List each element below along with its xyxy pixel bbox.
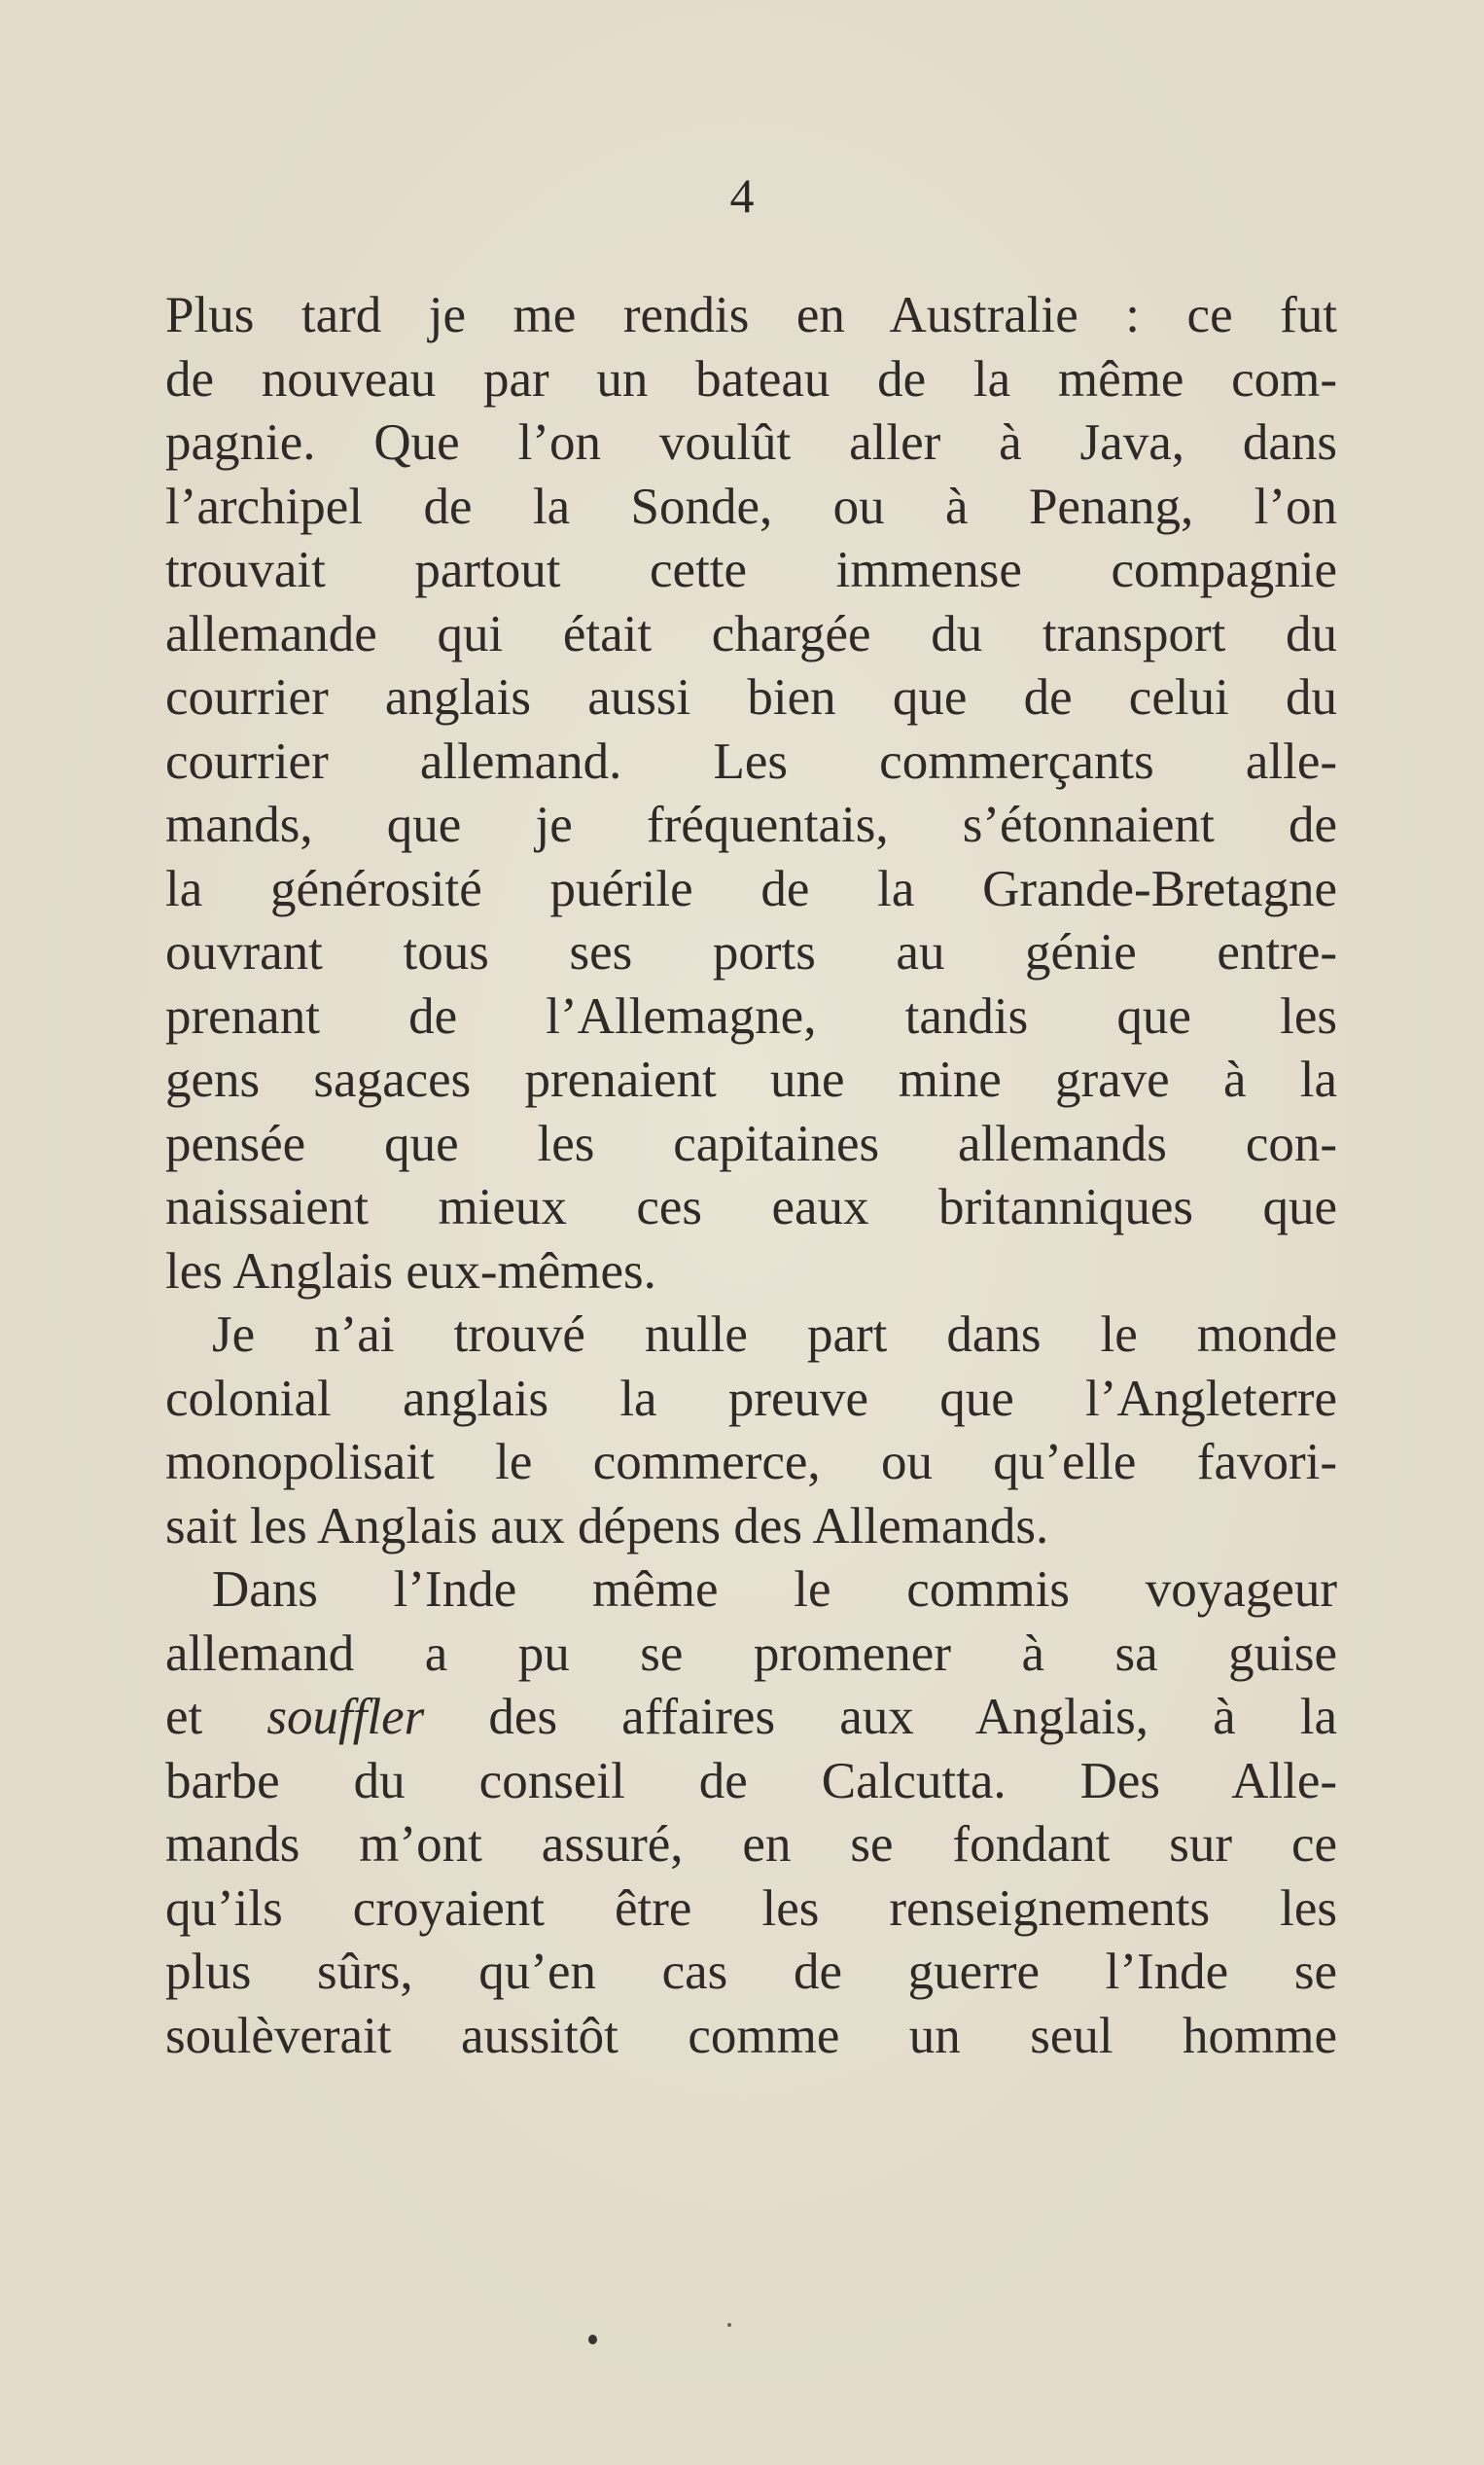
text-line: mands m’ont assuré, en se fondant sur ce — [165, 1816, 1337, 1873]
text-line: Plus tard je me rendis en Australie : ce fut — [165, 287, 1337, 343]
text-line: pagnie. Que l’on voulût aller à Java, dans — [165, 414, 1337, 471]
page-number: 4 — [729, 168, 755, 223]
text-line: colonial anglais la preuve que l’Angleterre — [165, 1370, 1337, 1427]
text-line: allemand a pu se promener à sa guise — [165, 1625, 1337, 1682]
text-line: prenant de l’Allemagne, tandis que les — [165, 987, 1337, 1045]
text-line: soulèverait aussitôt comme un seul homme — [165, 2007, 1337, 2064]
text-line: mands, que je fréquentais, s’étonnaient de — [165, 797, 1337, 853]
text-line: monopolisait le commerce, ou qu’elle favori- — [165, 1434, 1337, 1490]
ink-speck — [727, 2323, 731, 2327]
text-line: barbe du conseil de Calcutta. Des Alle- — [165, 1752, 1337, 1809]
text-line: l’archipel de la Sonde, ou à Penang, l’on — [165, 478, 1337, 535]
text-line: courrier anglais aussi bien que de celui du — [165, 669, 1337, 726]
paragraph-start-line: Dans l’Inde même le commis voyageur — [212, 1561, 1337, 1618]
text-line: allemande qui était chargée du transport du — [165, 605, 1337, 662]
text-line: plus sûrs, qu’en cas de guerre l’Inde se — [165, 1944, 1337, 2000]
text-line: la générosité puérile de la Grande-Bretagne — [165, 860, 1337, 917]
text-line: naissaient mieux ces eaux britanniques que — [165, 1179, 1337, 1235]
text-line: qu’ils croyaient être les renseignements les — [165, 1879, 1337, 1937]
ink-speck — [588, 2335, 597, 2344]
paragraph-end-line: sait les Anglais aux dépens des Allemands. — [165, 1497, 1049, 1554]
text-line: ouvrant tous ses ports au génie entre- — [165, 924, 1337, 981]
text-line: courrier allemand. Les commerçants alle- — [165, 732, 1337, 790]
text-fragment: des affaires aux Anglais, à la — [424, 1689, 1338, 1745]
italic-word: souffler — [266, 1689, 425, 1745]
text-line-with-italic — [165, 1686, 1337, 1750]
text-line: gens sagaces prenaient une mine grave à la — [165, 1052, 1337, 1108]
text-fragment: et — [165, 1689, 267, 1745]
paragraph-start-line: Je n’ai trouvé nulle part dans le monde — [212, 1306, 1337, 1363]
body-text — [165, 284, 1337, 2068]
text-line: pensée que les capitaines allemands con- — [165, 1115, 1337, 1172]
paragraph-end-line: les Anglais eux-mêmes. — [165, 1242, 656, 1300]
text-line: de nouveau par un bateau de la même com- — [165, 350, 1337, 408]
text-line: trouvait partout cette immense compagnie — [165, 542, 1337, 598]
